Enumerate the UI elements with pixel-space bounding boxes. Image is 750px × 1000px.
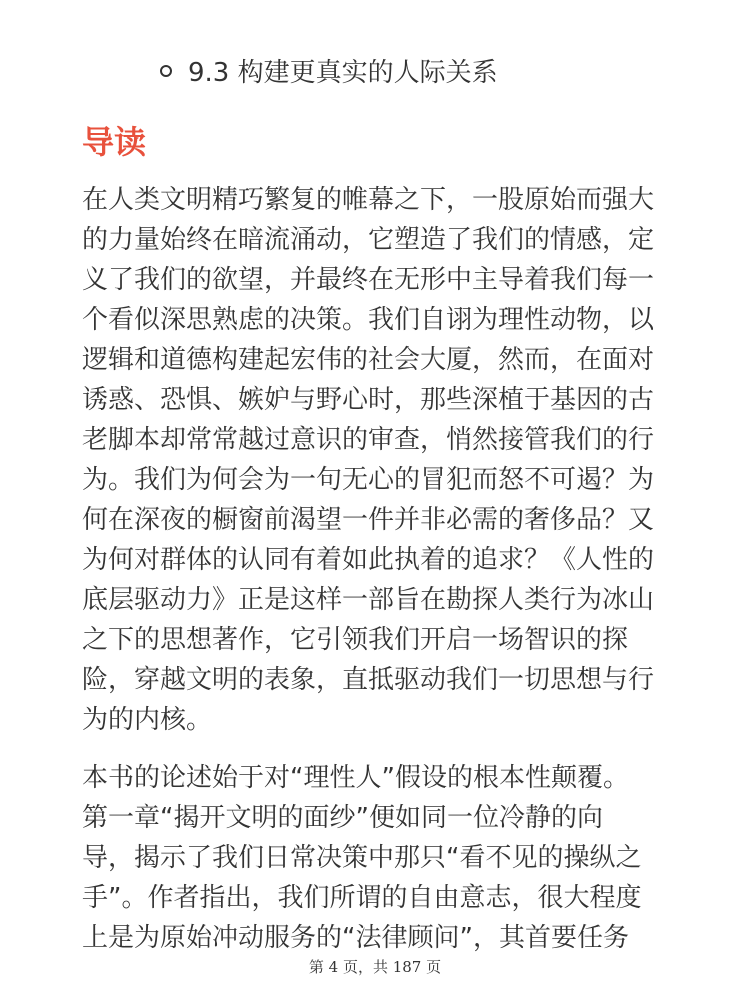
paragraph-line: 上是为原始冲动服务的“法律顾问”，其首要任务 <box>82 923 629 953</box>
section-heading: 导读 <box>82 123 147 161</box>
paragraph-line: 义了我们的欲望，并最终在无形中主导着我们每一 <box>82 265 655 295</box>
paragraph-line: 第一章“揭开文明的面纱”便如同一位冷静的向 <box>82 803 603 833</box>
paragraph-line: 何在深夜的橱窗前渴望一件并非必需的奢侈品？又 <box>82 505 655 535</box>
page-number-footer: 第 4 页，共 187 页 <box>308 958 442 976</box>
paragraph-line: 个看似深思熟虑的决策。我们自诩为理性动物，以 <box>82 305 655 335</box>
paragraph-line: 险，穿越文明的表象，直抵驱动我们一切思想与行 <box>82 665 655 695</box>
paragraph-line: 在人类文明精巧繁复的帷幕之下，一股原始而强大 <box>82 185 655 215</box>
paragraph-line: 为何对群体的认同有着如此执着的追求？《人性的 <box>82 545 655 575</box>
paragraph-line: 导，揭示了我们日常决策中那只“看不见的操纵之 <box>82 843 642 873</box>
paragraph-line: 手”。作者指出，我们所谓的自由意志，很大程度 <box>82 883 642 913</box>
paragraph-line: 为的内核。 <box>82 705 213 735</box>
paragraph-line: 逻辑和道德构建起宏伟的社会大厦，然而，在面对 <box>82 345 655 375</box>
circle-bullet-icon <box>160 65 172 77</box>
toc-item[interactable] <box>160 48 498 92</box>
paragraph-1 <box>82 180 672 740</box>
paragraph-line: 本书的论述始于对“理性人”假设的根本性颠覆。 <box>82 763 629 793</box>
paragraph-line: 老脚本却常常越过意识的审查，悄然接管我们的行 <box>82 425 655 455</box>
paragraph-line: 诱惑、恐惧、嫉妒与野心时，那些深植于基因的古 <box>82 385 655 415</box>
paragraph-line: 底层驱动力》正是这样一部旨在勘探人类行为冰山 <box>82 585 655 615</box>
paragraph-line: 为。我们为何会为一句无心的冒犯而怒不可遏？为 <box>82 465 655 495</box>
toc-item-label: 9.3 构建更真实的人际关系 <box>188 57 498 88</box>
paragraph-line: 的力量始终在暗流涌动，它塑造了我们的情感，定 <box>82 225 655 255</box>
paragraph-line: 之下的思想著作，它引领我们开启一场智识的探 <box>82 625 629 655</box>
paragraph-2 <box>82 758 672 958</box>
